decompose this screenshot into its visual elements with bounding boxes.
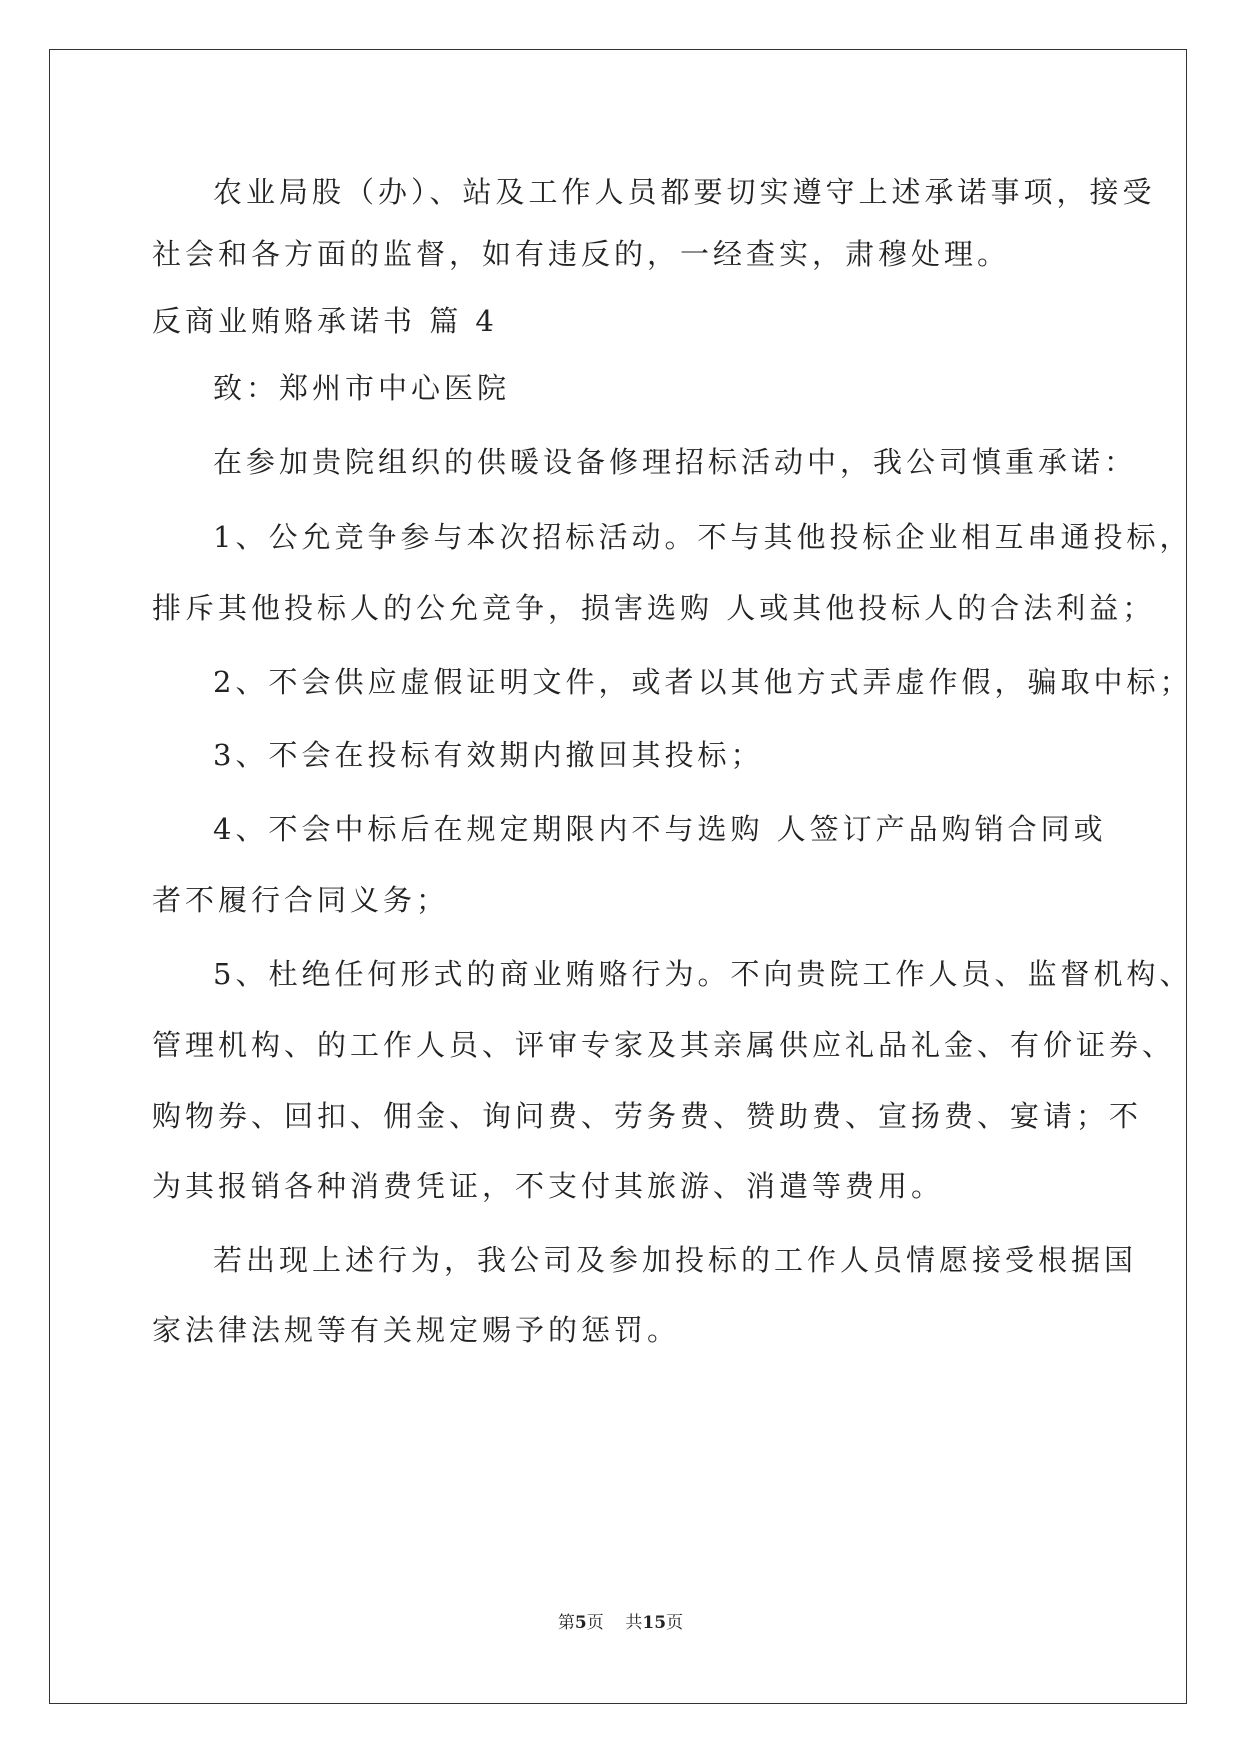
paragraph-line: 在参加贵院组织的供暖设备修理招标活动中，我公司慎重承诺： [213, 445, 1138, 479]
list-item-line: 3、不会在投标有效期内撤回其投标； [213, 738, 764, 772]
page-number: 5 [574, 1613, 587, 1633]
list-item-line: 管理机构、的工作人员、评审专家及其亲属供应礼品礼金、有价证券、 [152, 1028, 1176, 1062]
list-item-line: 5、杜绝任何形式的商业贿赂行为。不向贵院工作人员、监督机构、 [213, 957, 1193, 991]
section-heading: 反商业贿赂承诺书 篇 4 [152, 304, 498, 338]
paragraph-line: 家法律法规等有关规定赐予的惩罚。 [152, 1313, 681, 1347]
list-item-line: 4、不会中标后在规定期限内不与选购 人签订产品购销合同或 [213, 812, 1107, 846]
total-prefix: 共 [625, 1613, 643, 1633]
list-item-line: 为其报销各种消费凭证，不支付其旅游、消遣等费用。 [152, 1169, 945, 1203]
list-item-line: 购物券、回扣、佣金、询问费、劳务费、赞助费、宣扬费、宴请；不 [152, 1099, 1143, 1133]
total-pages: 15 [642, 1613, 667, 1633]
list-item-line: 排斥其他投标人的公允竞争，损害选购 人或其他投标人的合法利益； [152, 591, 1156, 625]
list-item-line: 者不履行合同义务； [152, 883, 450, 917]
page-footer [0, 1608, 1241, 1633]
paragraph-line: 社会和各方面的监督，如有违反的，一经查实，肃穆处理。 [152, 237, 1011, 271]
list-item-line: 1、公允竞争参与本次招标活动。不与其他投标企业相互串通投标， [213, 520, 1193, 554]
salutation-line: 致：郑州市中心医院 [213, 371, 511, 405]
paragraph-line: 若出现上述行为，我公司及参加投标的工作人员情愿接受根据国 [213, 1243, 1138, 1277]
page-suffix: 页 [586, 1613, 604, 1633]
paragraph-line: 农业局股（办）、站及工作人员都要切实遵守上述承诺事项，接受 [213, 175, 1156, 209]
page-prefix: 第 [557, 1613, 575, 1633]
page-border [49, 49, 1187, 1704]
list-item-line: 2、不会供应虚假证明文件，或者以其他方式弄虚作假，骗取中标； [213, 665, 1193, 699]
total-suffix: 页 [666, 1613, 684, 1633]
